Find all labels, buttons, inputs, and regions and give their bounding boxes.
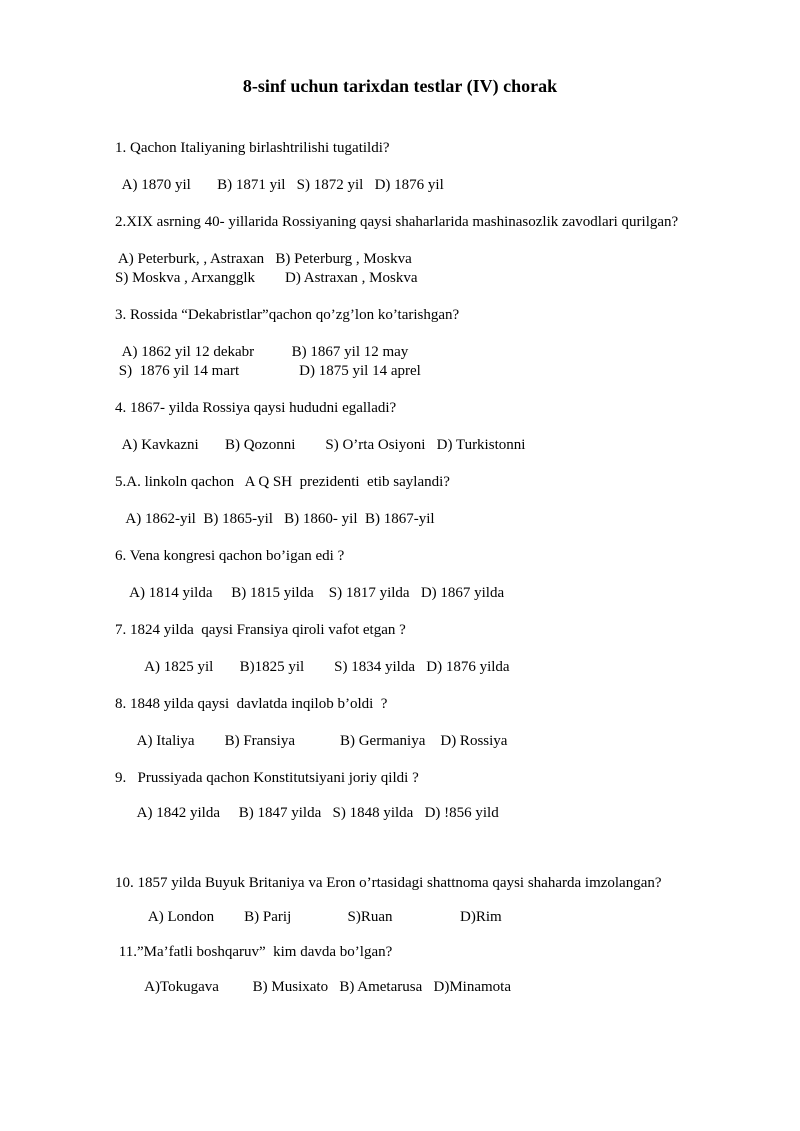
question-2-options-line-2: S) Moskva , Arxangglk D) Astraxan , Moskva: [115, 270, 418, 286]
page-title: 8-sinf uchun tarixdan testlar (IV) chorak: [242, 76, 558, 96]
question-3-options-line-2: S) 1876 yil 14 mart D) 1875 yil 14 aprel: [115, 363, 421, 379]
question-7-options: A) 1825 yil B)1825 yil S) 1834 yilda D) 1876 yilda: [115, 659, 510, 675]
question-4-text: 4. 1867- yilda Rossiya qaysi hududni egalladi?: [115, 400, 397, 416]
question-1-options: A) 1870 yil B) 1871 yil S) 1872 yil D) 1876 yil: [115, 177, 444, 193]
question-10-options: A) London B) Parij S)Ruan D)Rim: [115, 909, 502, 925]
question-3-text: 3. Rossida “Dekabristlar”qachon qo’zg’lon ko’tarishgan?: [115, 307, 460, 323]
question-7-text: 7. 1824 yilda qaysi Fransiya qiroli vafot etgan ?: [115, 622, 406, 638]
question-9-options: A) 1842 yilda B) 1847 yilda S) 1848 yilda D) !856 yild: [115, 805, 499, 821]
question-6-options: A) 1814 yilda B) 1815 yilda S) 1817 yilda D) 1867 yilda: [115, 585, 505, 601]
question-11-options: A)Tokugava B) Musixato B) Ametarusa D)Minamota: [115, 979, 511, 995]
question-2-options-line-1: A) Peterburk, , Astraxan B) Peterburg , Moskva: [115, 251, 412, 267]
question-5-text: 5.A. linkoln qachon A Q SH prezidenti etib saylandi?: [115, 474, 450, 490]
question-1-text: 1. Qachon Italiyaning birlashtrilishi tugatildi?: [115, 140, 390, 156]
question-5-options: A) 1862-yil B) 1865-yil B) 1860- yil B) 1867-yil: [115, 511, 435, 527]
question-4-options: A) Kavkazni B) Qozonni S) O’rta Osiyoni D) Turkistonni: [115, 437, 526, 453]
question-6-text: 6. Vena kongresi qachon bo’igan edi ?: [115, 548, 345, 564]
question-10-text: 10. 1857 yilda Buyuk Britaniya va Eron o’rtasidagi shattnoma qaysi shaharda imzolangan?: [115, 875, 662, 891]
question-11-text: 11.”Ma’fatli boshqaruv” kim davda bo’lgan?: [115, 944, 393, 960]
question-2-text: 2.XIX asrning 40- yillarida Rossiyaning qaysi shaharlarida mashinasozlik zavodlari qurilgan?: [115, 214, 679, 230]
question-8-text: 8. 1848 yilda qaysi davlatda inqilob b’oldi ?: [115, 696, 388, 712]
question-8-options: A) Italiya B) Fransiya B) Germaniya D) Rossiya: [115, 733, 508, 749]
question-9-text: 9. Prussiyada qachon Konstitutsiyani joriy qildi ?: [115, 770, 419, 786]
question-3-options-line-1: A) 1862 yil 12 dekabr B) 1867 yil 12 may: [115, 344, 409, 360]
